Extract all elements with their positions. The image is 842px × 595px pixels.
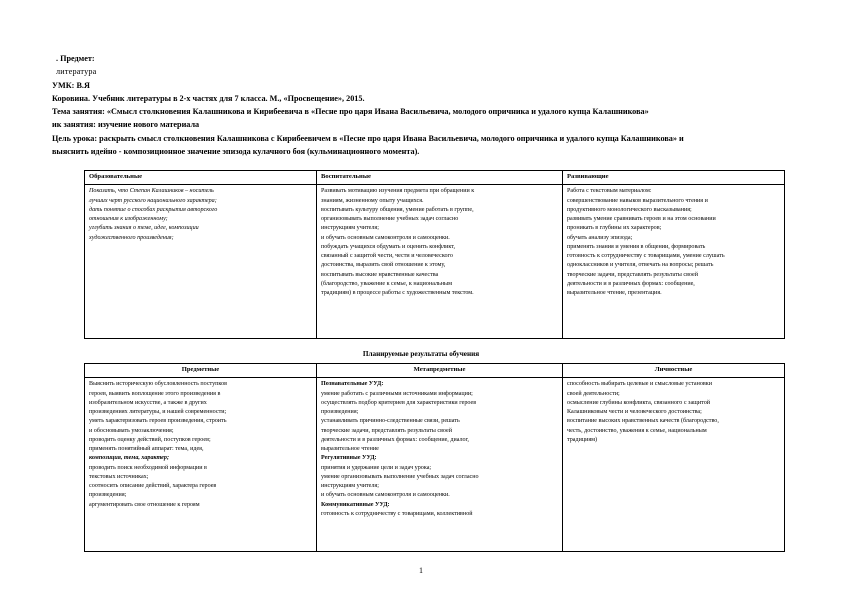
text-line: применять понятийный аппарат: тема, идея, [89,446,204,452]
text-line: достоинства, выразить свой отношение к этому, [321,262,446,269]
text-line: Работа с текстовым материалом: [567,188,652,195]
header-metasubject-results: Метапредметные [317,364,563,378]
text-line: обучать анализу эпизода; [567,234,633,241]
text-line: своей деятельности; [567,390,620,397]
text-line: деятельности и в различных формах: сообщение, диалог, [321,436,469,443]
text-line: связанный с защитой чести, чести и человеческого [321,253,453,259]
umk-label: УМК: [52,80,75,90]
document-header [52,52,790,158]
text-line: героев, выявить воплощение этого произведения в [89,390,221,397]
text-line: традициям) в процессе работы с художественным текстом. [321,290,474,296]
objectives-table-wrapper [52,170,790,339]
text-line: честь, достоинство, уважения к семье, национальным [567,427,707,434]
header-personal-results: Личностные [563,364,785,378]
table-header-row [85,364,785,378]
text-line: (благородство, уважение к семье, к национальным [321,280,452,287]
text-line: и обосновывать умозаключения; [89,427,174,434]
text-line: побуждать учащихся обдумать и оценить конфликт, [321,243,455,250]
goal-line-1: Цель урока: раскрыть смысл столкновения Калашникова с Кирибеевичем в «Песне про царя Ивана Васильевича, молодого опричника и удалого купца Калашникова» и [52,133,684,143]
text-line: инструкциям учителя; [321,483,379,489]
text-line: воспитывать высокие нравственные качества [321,271,439,278]
planned-results-table [84,363,785,552]
text-line: развивать умение сравнивать героев и на этом основании [567,216,716,222]
text-line: организовывать выполнение учебных задач согласно [321,216,459,222]
text-line: аргументировать свое отношение к героям [89,501,200,508]
text-line: Показать, что Степан Калашников – носитель [89,188,214,195]
lesson-type-line: ик занятия: изучение нового материала [52,120,200,130]
text-line: творческие задачи, представлять результаты своей [567,271,699,278]
text-line: лучших черт русского национального характера; [89,197,217,204]
text-line: Калашниковым чести и человеческого достоинства; [567,409,702,415]
text-line: устанавливать причинно-следственные связи, решать [321,418,460,425]
table-row [85,185,785,339]
text-line: проникать в глубины их характеров; [567,225,662,232]
text-line: Выяснить историческую обусловленность поступков [89,381,227,388]
text-line: Регулятивные УУД: [321,455,377,462]
text-line: композиция, тема, характер; [89,455,169,462]
subject-value: литература [56,67,97,77]
text-line: выразительное чтение, презентация. [567,290,662,296]
text-line: осмысление глубины конфликта, связанного с защитой [567,399,711,406]
subject-label: . Предмет: [56,54,95,63]
text-line: и обучать основным самоконтроля и самооценки. [321,492,450,499]
header-upbringing: Воспитательные [317,171,563,185]
text-line: способность выбирать целевые и смысловые установки [567,381,712,388]
textbook-line: Коровина. Учебник литературы в 2-х частях для 7 класса. М., «Просвещение», 2015. [52,93,365,103]
cell-personal-results [563,378,785,552]
text-line: принятия и удержание цели и задач урока; [321,464,432,471]
text-line: Познавательные УУД: [321,381,384,388]
text-line: текстовых источниках; [89,473,149,480]
cell-educational [85,185,317,339]
text-line: уметь характеризовать героев произведения, строить [89,418,227,425]
cell-subject-results [85,378,317,552]
umk-line [52,79,790,92]
text-line: инструкциям учителя; [321,225,379,232]
text-line: деятельности и в различных формах: сообщение, [567,280,695,287]
text-line: умение работать с различными источниками информации; [321,390,473,397]
text-line: проводить оценку действий, поступков героев; [89,436,211,443]
text-line: дать понятие о способах раскрытия авторского [89,206,218,213]
text-line: выразительное чтение [321,446,379,452]
text-line: воспитывать культуру общения, умение работать в группе, [321,206,474,213]
text-line: творческие задачи, представлять результаты своей [321,427,453,434]
objectives-table [84,170,785,339]
text-line: углубить знания о теме, идее, композиции [89,225,199,232]
planned-results-title: Планируемые результаты обучения [362,350,480,359]
text-line: традициям) [567,436,598,443]
table-header-row [85,171,785,185]
cell-metasubject-results [317,378,563,552]
text-line: отношения к изображенному; [89,216,168,222]
text-line: художественного произведения; [89,234,174,241]
text-line: Развивать мотивацию изучения предмета при обращении к [321,188,475,195]
header-subject-results: Предметные [85,364,317,378]
text-line: осуществлять подбор критериев для характеристики героев [321,399,477,406]
cell-developing [563,185,785,339]
text-line: и обучать основным самоконтроля и самооценки. [321,234,450,241]
text-line: готовность к сотрудничеству с товарищами, коллективной [321,510,473,517]
text-line: Коммуникативные УУД: [321,501,390,508]
text-line: воспитание высоких нравственных качеств (благородство, [567,418,719,425]
text-line: умение организовывать выполнение учебных задач согласно [321,473,479,480]
header-developing: Развивающие [563,171,785,185]
text-line: произведения; [321,409,359,415]
theme-line: Тема занятия: «Смысл столкновения Калашникова и Кирибеевича в «Песне про царя Ивана Васильевича, молодого опричника и удалого купца Калашникова» [52,107,649,117]
text-line: знаниям, жизненному опыту учащихся. [321,197,424,204]
text-line: изобразительном искусстве, а также в других [89,399,207,406]
text-line: готовность к сотрудничеству с товарищами, умение слушать [567,253,725,259]
text-line: продуктивного монологического высказывания; [567,206,692,213]
text-line: одноклассников и учителя, отвечать на вопросы; решать [567,262,714,269]
umk-value: В.Я [76,80,90,90]
text-line: соотносить описание действий, характера героев [89,483,217,489]
table-row [85,378,785,552]
text-line: произведениях литературы, и нашей современности; [89,409,227,415]
text-line: применять знания и умения в общении, формировать [567,243,706,250]
text-line: произведения; [89,492,127,499]
cell-upbringing [317,185,563,339]
text-line: совершенствование навыков выразительного чтения и [567,197,708,204]
text-line: проводить поиск необходимой информации в [89,464,207,471]
goal-line-2: выяснить идейно - композиционное значение эпизода кулачного боя (кульминационного момента). [52,146,420,156]
page-number: 1 [419,566,423,576]
header-educational: Образовательные [85,171,317,185]
